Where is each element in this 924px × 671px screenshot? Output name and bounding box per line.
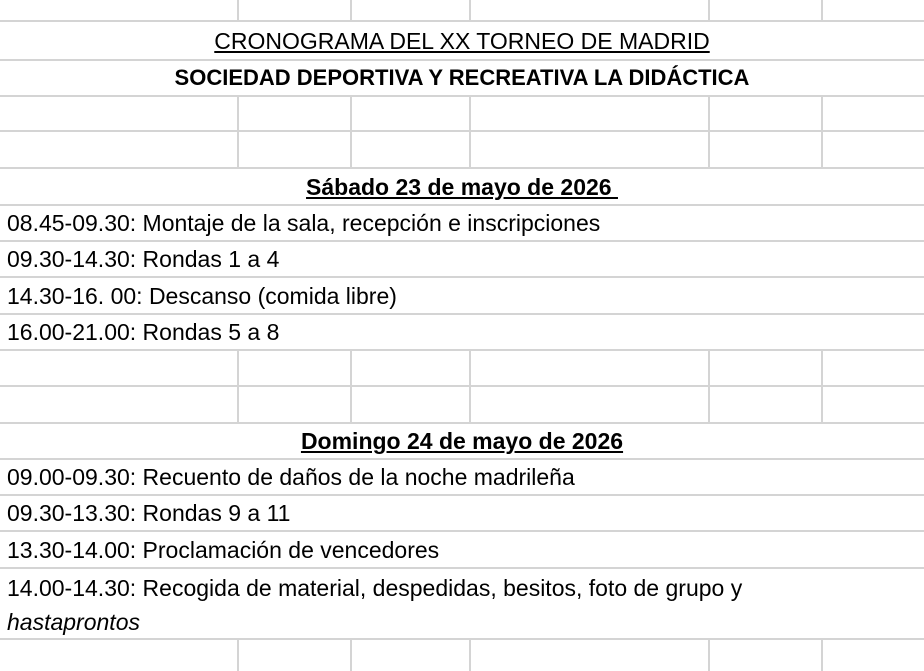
schedule-item: 09.30-14.30: Rondas 1 a 4 (7, 246, 280, 272)
schedule-item: 14.30-16. 00: Descanso (comida libre) (7, 282, 397, 309)
cell[interactable] (239, 132, 352, 167)
title-row[interactable] (0, 22, 924, 61)
empty-row[interactable] (0, 387, 924, 424)
empty-row[interactable] (0, 132, 924, 169)
cell[interactable] (0, 97, 239, 130)
schedule-row[interactable] (0, 460, 924, 496)
schedule-row[interactable] (0, 242, 924, 278)
cell[interactable] (710, 0, 823, 20)
schedule-item: 16.00-21.00: Rondas 5 a 8 (7, 319, 280, 345)
schedule-item: 08.45-09.30: Montaje de la sala, recepción e inscripciones (7, 210, 601, 236)
cell[interactable] (471, 132, 710, 167)
cell[interactable] (0, 0, 239, 20)
cell[interactable] (239, 351, 352, 385)
cell[interactable] (710, 640, 823, 671)
cell[interactable] (0, 132, 239, 167)
cell[interactable] (471, 0, 710, 20)
cell[interactable] (471, 387, 710, 422)
cell[interactable] (239, 0, 352, 20)
saturday-heading: Sábado 23 de mayo de 2026 (306, 173, 618, 200)
cell[interactable] (471, 351, 710, 385)
schedule-row[interactable] (0, 496, 924, 532)
day-heading-row[interactable] (0, 424, 924, 460)
schedule-row[interactable] (0, 532, 924, 569)
cell[interactable] (352, 351, 471, 385)
cell[interactable] (0, 351, 239, 385)
schedule-row[interactable] (0, 206, 924, 242)
schedule-item: 13.30-14.00: Proclamación de vencedores (7, 536, 440, 563)
cell[interactable] (352, 640, 471, 671)
cell[interactable] (239, 97, 352, 130)
cell[interactable] (352, 132, 471, 167)
cell[interactable] (471, 640, 710, 671)
sunday-heading: Domingo 24 de mayo de 2026 (300, 428, 624, 454)
schedule-row[interactable] (0, 278, 924, 315)
cell[interactable] (239, 387, 352, 422)
empty-row[interactable] (0, 351, 924, 387)
schedule-row[interactable] (0, 315, 924, 351)
schedule-item-line-italic: hastaprontos (7, 609, 140, 635)
cell[interactable] (239, 640, 352, 671)
schedule-item-wrapped (0, 569, 924, 638)
cell[interactable] (352, 0, 471, 20)
organizer-name: SOCIEDAD DEPORTIVA Y RECREATIVA LA DIDÁCTICA (174, 65, 750, 90)
schedule-title: CRONOGRAMA DEL XX TORNEO DE MADRID (214, 27, 710, 54)
organizer-row[interactable] (0, 61, 924, 97)
schedule-item-line: 14.00-14.30: Recogida de material, despedidas, besitos, foto de grupo y (7, 575, 743, 601)
cell[interactable] (710, 132, 823, 167)
cell[interactable] (710, 387, 823, 422)
cell[interactable] (710, 351, 823, 385)
schedule-item: 09.00-09.30: Recuento de daños de la noche madrileña (7, 464, 575, 490)
cell[interactable] (0, 387, 239, 422)
cell[interactable] (471, 97, 710, 130)
cell[interactable] (352, 97, 471, 130)
empty-row[interactable] (0, 0, 924, 22)
schedule-item: 09.30-13.30: Rondas 9 a 11 (7, 500, 291, 526)
cell[interactable] (352, 387, 471, 422)
schedule-row[interactable] (0, 569, 924, 640)
cell[interactable] (710, 97, 823, 130)
empty-row[interactable] (0, 97, 924, 132)
day-heading-row[interactable] (0, 169, 924, 206)
cell[interactable] (0, 640, 239, 671)
empty-row[interactable] (0, 640, 924, 671)
